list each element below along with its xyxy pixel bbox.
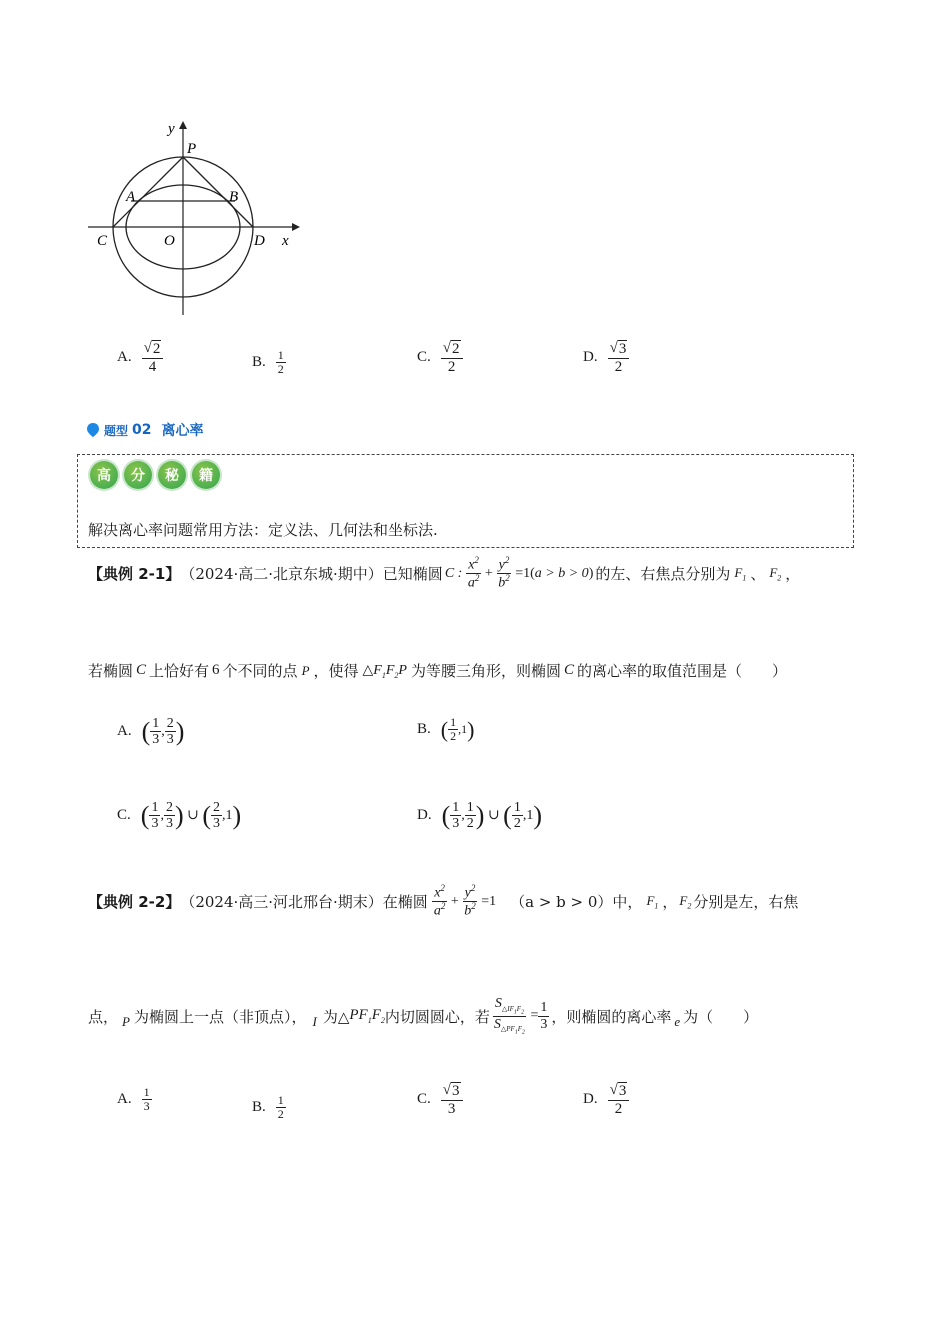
q1-option-a[interactable]: A. √ 2 4: [117, 340, 163, 375]
label-o: O: [164, 233, 175, 249]
tip-text: 解决离心率问题常用方法：定义法、几何法和坐标法.: [88, 521, 438, 539]
ex1-option-b[interactable]: B. ( $\frac{1}{2}$ ,1 ): [417, 715, 475, 744]
ex1-line2: 若椭圆 C 上恰好有 6 个不同的点 P ，使得 $\triangle F_1F_2P$ 为等腰三角形，则椭圆 C 的离心率的取值范围是（ ）: [88, 662, 788, 680]
ex2-option-a[interactable]: A. $\frac{1}{3}$: [117, 1085, 150, 1114]
badge-4: 籍: [192, 461, 220, 489]
section-heading: 题型 02 离心率: [86, 420, 204, 440]
ex1-line1: 【典例 2-1】 （2024·高二·北京东城·期中）已知椭圆 C : $\frac{x^2}{a^2}$ + $\frac{y^2}{b^2}$ =1( a > b > 0 ) 的左、右焦点分别为 $F_1$ 、 $F_2$ ，: [88, 555, 801, 591]
ex2-option-b[interactable]: B. $\frac{1}{2}$: [252, 1093, 284, 1122]
ex1-option-c[interactable]: C. ( $\frac{1}{3}$ , $\frac{2}{3}$ ) ∪ ( $\frac{2}{3}$ ,1 ): [117, 800, 242, 832]
q1-option-d[interactable]: D. √ 3 2: [583, 340, 629, 375]
label-p: P: [187, 141, 197, 157]
ex1-tag: 【典例 2-1】: [88, 565, 181, 584]
ex2-tag: 【典例 2-2】: [88, 893, 181, 912]
badge-3: 秘: [158, 461, 186, 489]
q1-option-b[interactable]: B. $\frac{1}{2}$: [252, 348, 284, 377]
label-x: x: [282, 233, 289, 249]
location-pin-icon: [86, 422, 100, 438]
badge-1: 高: [90, 461, 118, 489]
label-c: C: [97, 233, 108, 249]
ex2-option-d[interactable]: D. √ 3 2: [583, 1082, 629, 1117]
tip-box: [77, 454, 854, 548]
ex2-source: （2024·高三·河北邢台·期末）在椭圆: [180, 893, 428, 912]
ex1-option-d[interactable]: D. ( $\frac{1}{3}$ , $\frac{1}{2}$ ) ∪ ( $\frac{1}{2}$ ,1 ): [417, 800, 543, 832]
ex2-option-c[interactable]: C. √ 3 3: [417, 1082, 463, 1117]
ex2-area-ratio: $\frac{S_{\triangle IF_1F_2}}{S_{\triangle PF_1F_2}}$ = $\frac{1}{3}$: [493, 996, 548, 1036]
label-a: A: [126, 189, 136, 205]
ellipse-circle-figure: [80, 115, 310, 320]
q1-option-c[interactable]: C. √ 2 2: [417, 340, 463, 375]
label-d: D: [254, 233, 265, 249]
ex2-ellipse-eq: $\frac{x^2}{a^2}$ + $\frac{y^2}{b^2}$ =1: [433, 883, 497, 919]
label-y: y: [168, 121, 175, 137]
ex1-ellipse-eq: C : $\frac{x^2}{a^2}$ + $\frac{y^2}{b^2}$ =1( a > b > 0 ): [444, 555, 594, 591]
tip-badges: [90, 461, 220, 489]
badge-2: 分: [124, 461, 152, 489]
label-b: B: [229, 189, 239, 205]
ex1-source: （2024·高二·北京东城·期中）已知椭圆: [180, 565, 443, 584]
ex2-line2: 点， P 为椭圆上一点（非顶点）， I 为△ $PF_1F_2$ 内切圆圆心，若 $\frac{S_{\triangle IF_1F_2}}{S_{\triangle PF_1F_2}}$ = $\frac{1}{3}$ ，则椭圆的离心率 e 为（ ）: [88, 996, 759, 1036]
ex1-option-a[interactable]: A. ( $\frac{1}{3}$ , $\frac{2}{3}$ ): [117, 716, 185, 748]
ex2-line1: 【典例 2-2】 （2024·高三·河北邢台·期末）在椭圆 $\frac{x^2}{a^2}$ + $\frac{y^2}{b^2}$ =1 （a > b > 0）中， $F_1$ ， $F_2$ 分别是左，右焦: [88, 883, 799, 919]
